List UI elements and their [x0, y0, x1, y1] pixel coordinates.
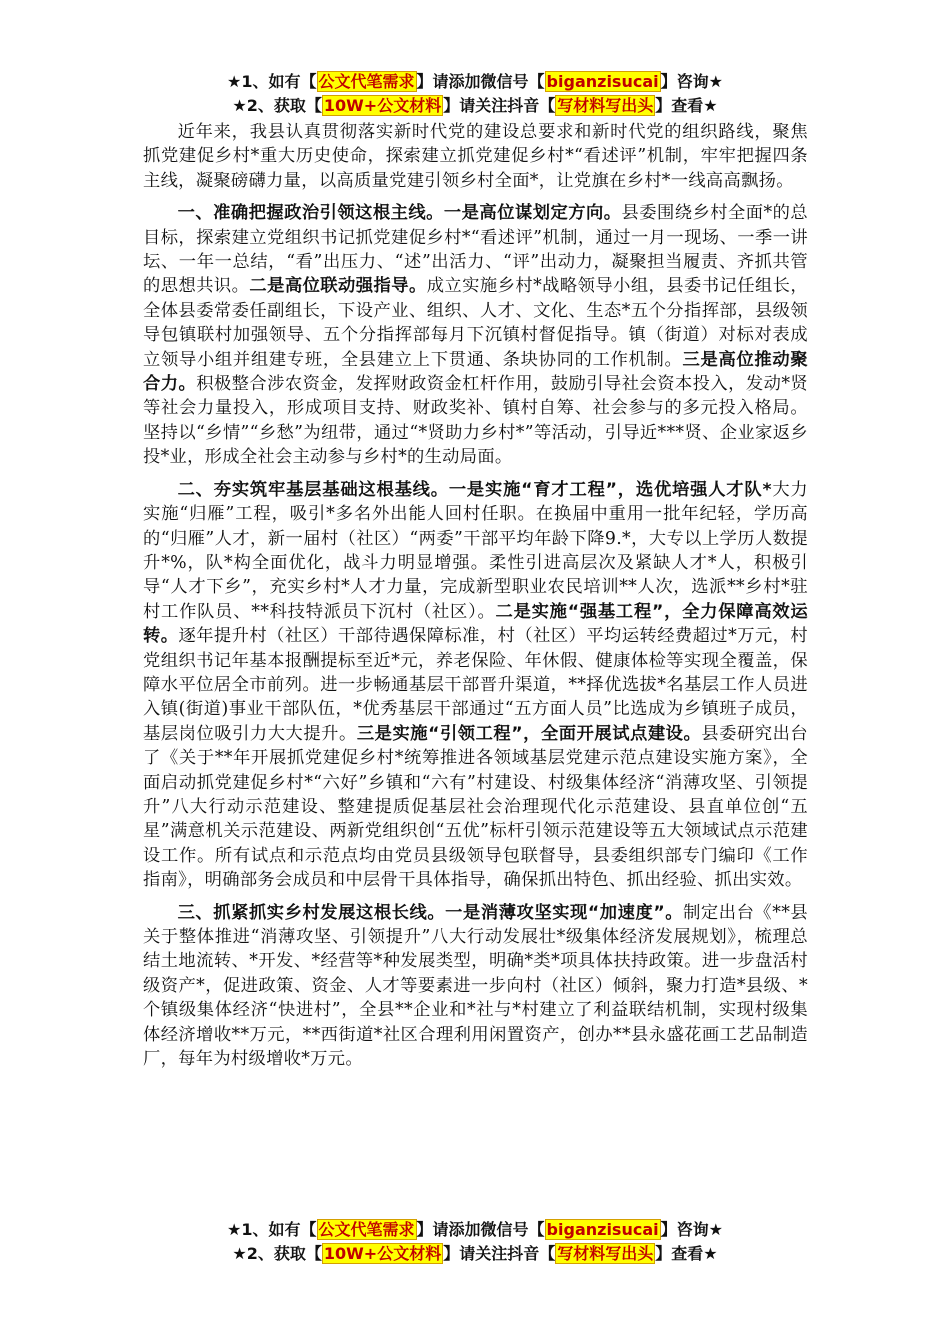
promo-highlight: biganzisucai	[546, 1220, 659, 1239]
top-promo-banner	[100, 70, 850, 118]
promo-text: 】查看★	[655, 96, 718, 115]
section-1-subheading-3: 三是高位推动聚合力。	[143, 349, 808, 395]
promo-text: 】咨询★	[660, 72, 723, 91]
promo-line-1	[100, 1218, 850, 1242]
promo-highlight: 10W+公文材料	[323, 1244, 442, 1263]
promo-line-2	[100, 1242, 850, 1266]
section-2-text-3: 县委研究出台了《关于**年开展抓党建促乡村*统筹推进各领域基层党建示范点建设实施方案》，全面启动抓党建促乡村*“六好”乡镇和“六有”村建设、村级集体经济“消薄攻坚、引领提升”八大行动示范建设、整建提质促基层社会治理现代化示范建设、县直单位创“五星”满意机关示范建设、两新党组织创“五优”标杆引领示范建设等五大领域试点示范建设工作。所有试点和示范点均由党员县级领导包联督导，县委组织部专门编印《工作指南》，明确部务会成员和中层骨干具体指导，确保抓出特色、抓出经验、抓出实效。	[143, 723, 808, 891]
promo-text: 】咨询★	[660, 1220, 723, 1239]
section-3-text-1: 制定出台《**县关于整体推进“消薄攻坚、引领提升”八大行动发展壮*级集体经济发展规划》，梳理总结土地流转、*开发、*经营等*种发展类型，明确*类*项具体扶持政策。进一步盘活村级资产*，促进政策、资金、人才等要素进一步向村（社区）倾斜，聚力打造*县级、*个镇级集体经济“快进村”，全县**企业和*社与*村建立了利益联结机制，实现村级集体经济增收**万元，**西街道*社区合理利用闲置资产，创办**县永盛花画工艺品制造厂，每年为村级增收*万元。	[143, 902, 808, 1070]
promo-highlight: 公文代笔需求	[318, 72, 415, 91]
section-3-heading: 三、抓紧抓实乡村发展这根长线。一是消薄攻坚实现“加速度”。	[177, 902, 684, 923]
promo-text: 】请关注抖音【	[443, 96, 556, 115]
section-2-paragraph	[143, 478, 808, 893]
bottom-promo-banner	[100, 1218, 850, 1266]
section-1-subheading-2: 二是高位联动强指导。	[249, 276, 427, 297]
section-1-heading: 一、准确把握政治引领这根主线。一是高位谋划定方向。	[177, 203, 622, 224]
section-1-text-2: 成立实施乡村*战略领导小组，县委书记任组长，全体县委常委任副组长，下设产业、组织、人才、文化、生态*五个分指挥部，县级领导包镇联村加强领导、五个分指挥部每月下沉镇村督促指导。镇（街道）对标对表成立领导小组并组建专班，全县建立上下贯通、条块协同的工作机制。	[143, 276, 808, 370]
promo-text: ★1、如有【	[227, 1220, 317, 1239]
promo-text: 】请添加微信号【	[416, 72, 545, 91]
promo-highlight: biganzisucai	[546, 72, 659, 91]
section-3-paragraph	[143, 901, 808, 1072]
promo-highlight: 写材料写出头	[557, 1244, 654, 1263]
section-2-text-1: 大力实施“归雁”工程，吸引*多名外出能人回村任职。在换届中重用一批年纪轻，学历高的“归雁”人才，新一届村（社区）“两委”干部平均年龄下降9.*，大专以上学历人数提升*%，队*构全面优化，战斗力明显增强。柔性引进高层次及紧缺人才*人，积极引导“人才下乡”，充实乡村*人才力量，完成新型职业农民培训**人次，选派**乡村*驻村工作队员、**科技特派员下沉村（社区）。	[143, 479, 808, 622]
promo-text: 】查看★	[655, 1244, 718, 1263]
section-2-text-2: 逐年提升村（社区）干部待遇保障标准，村（社区）平均运转经费超过*万元，村党组织书记年基本报酬提标至近*元，养老保险、年休假、健康体检等实现全覆盖，保障水平位居全市前列。进一步畅通基层干部晋升渠道，**择优选拔*名基层工作人员进入镇(街道)事业干部队伍，*优秀基层干部通过“五方面人员”比选成为乡镇班子成员，基层岗位吸引力大大提升。	[143, 626, 808, 744]
promo-text: ★2、获取【	[232, 96, 322, 115]
promo-text: 】请关注抖音【	[443, 1244, 556, 1263]
article-body	[143, 120, 808, 1071]
promo-highlight: 公文代笔需求	[318, 1220, 415, 1239]
promo-highlight: 10W+公文材料	[323, 96, 442, 115]
section-2-subheading-2: 二是实施“强基工程”，全力保障高效运转。	[143, 601, 809, 647]
section-2-subheading-3: 三是实施“引领工程”，全面开展试点建设。	[356, 723, 702, 744]
section-1-paragraph	[143, 201, 808, 469]
section-1-text-3: 积极整合涉农资金，发挥财政资金杠杆作用，鼓励引导社会资本投入，发动*贤等社会力量投入，形成项目支持、财政奖补、镇村自筹、社会参与的多元投入格局。坚持以“乡情”“乡愁”为纽带，通过“*贤助力乡村*”等活动，引导近***贤、企业家返乡投*业，形成全社会主动参与乡村*的生动局面。	[143, 374, 808, 468]
intro-paragraph: 近年来，我县认真贯彻落实新时代党的建设总要求和新时代党的组织路线，聚焦抓党建促乡村*重大历史使命，探索建立抓党建促乡村*“看述评”机制，牢牢把握四条主线，凝聚磅礴力量，以高质量党建引领乡村全面*，让党旗在乡村*一线高高飘扬。	[143, 122, 808, 191]
promo-text: ★1、如有【	[227, 72, 317, 91]
promo-line-1	[100, 70, 850, 94]
section-1-text-1: 县委围绕乡村全面*的总目标，探索建立党组织书记抓党建促乡村*“看述评”机制，通过一月一现场、一季一讲坛、一年一总结，“看”出压力、“述”出活力、“评”出动力，凝聚担当履责、齐抓共管的思想共识。	[143, 203, 808, 297]
section-2-heading: 二、夯实筑牢基层基础这根基线。一是实施“育才工程”，选优培强人才队*	[177, 479, 772, 500]
promo-highlight: 写材料写出头	[557, 96, 654, 115]
promo-text: 】请添加微信号【	[416, 1220, 545, 1239]
promo-text: ★2、获取【	[232, 1244, 322, 1263]
promo-line-2	[100, 94, 850, 118]
